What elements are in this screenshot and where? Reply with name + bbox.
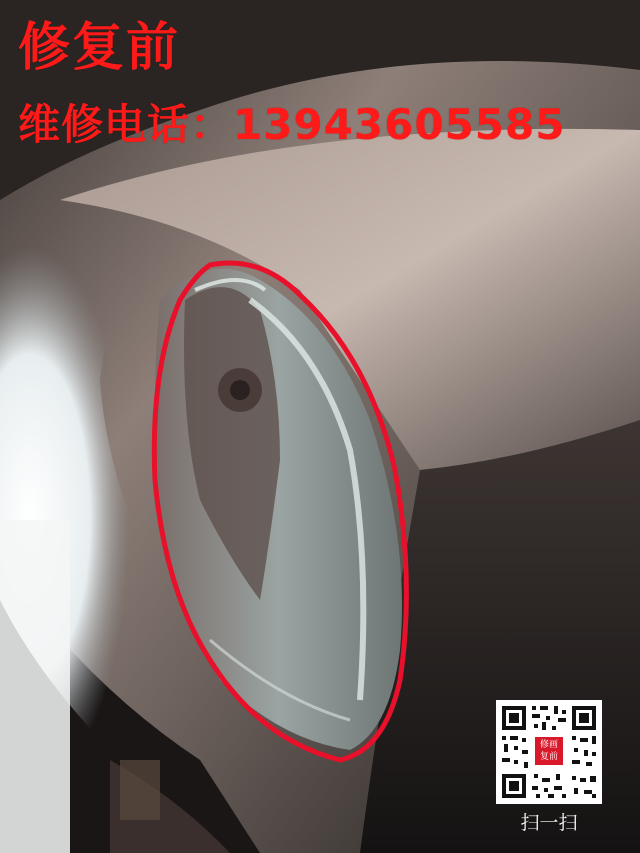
qr-badge [535, 739, 563, 763]
qr-badge-line1: 修画 [539, 740, 558, 750]
repair-phone-line: 维修电话：13943605585 [18, 100, 566, 149]
qr-badge-line2: 复前 [539, 752, 558, 762]
qr-scan-label: 扫一扫 [520, 812, 578, 834]
photo-title: 修复前 [18, 18, 181, 78]
qr-code[interactable] [496, 700, 602, 804]
